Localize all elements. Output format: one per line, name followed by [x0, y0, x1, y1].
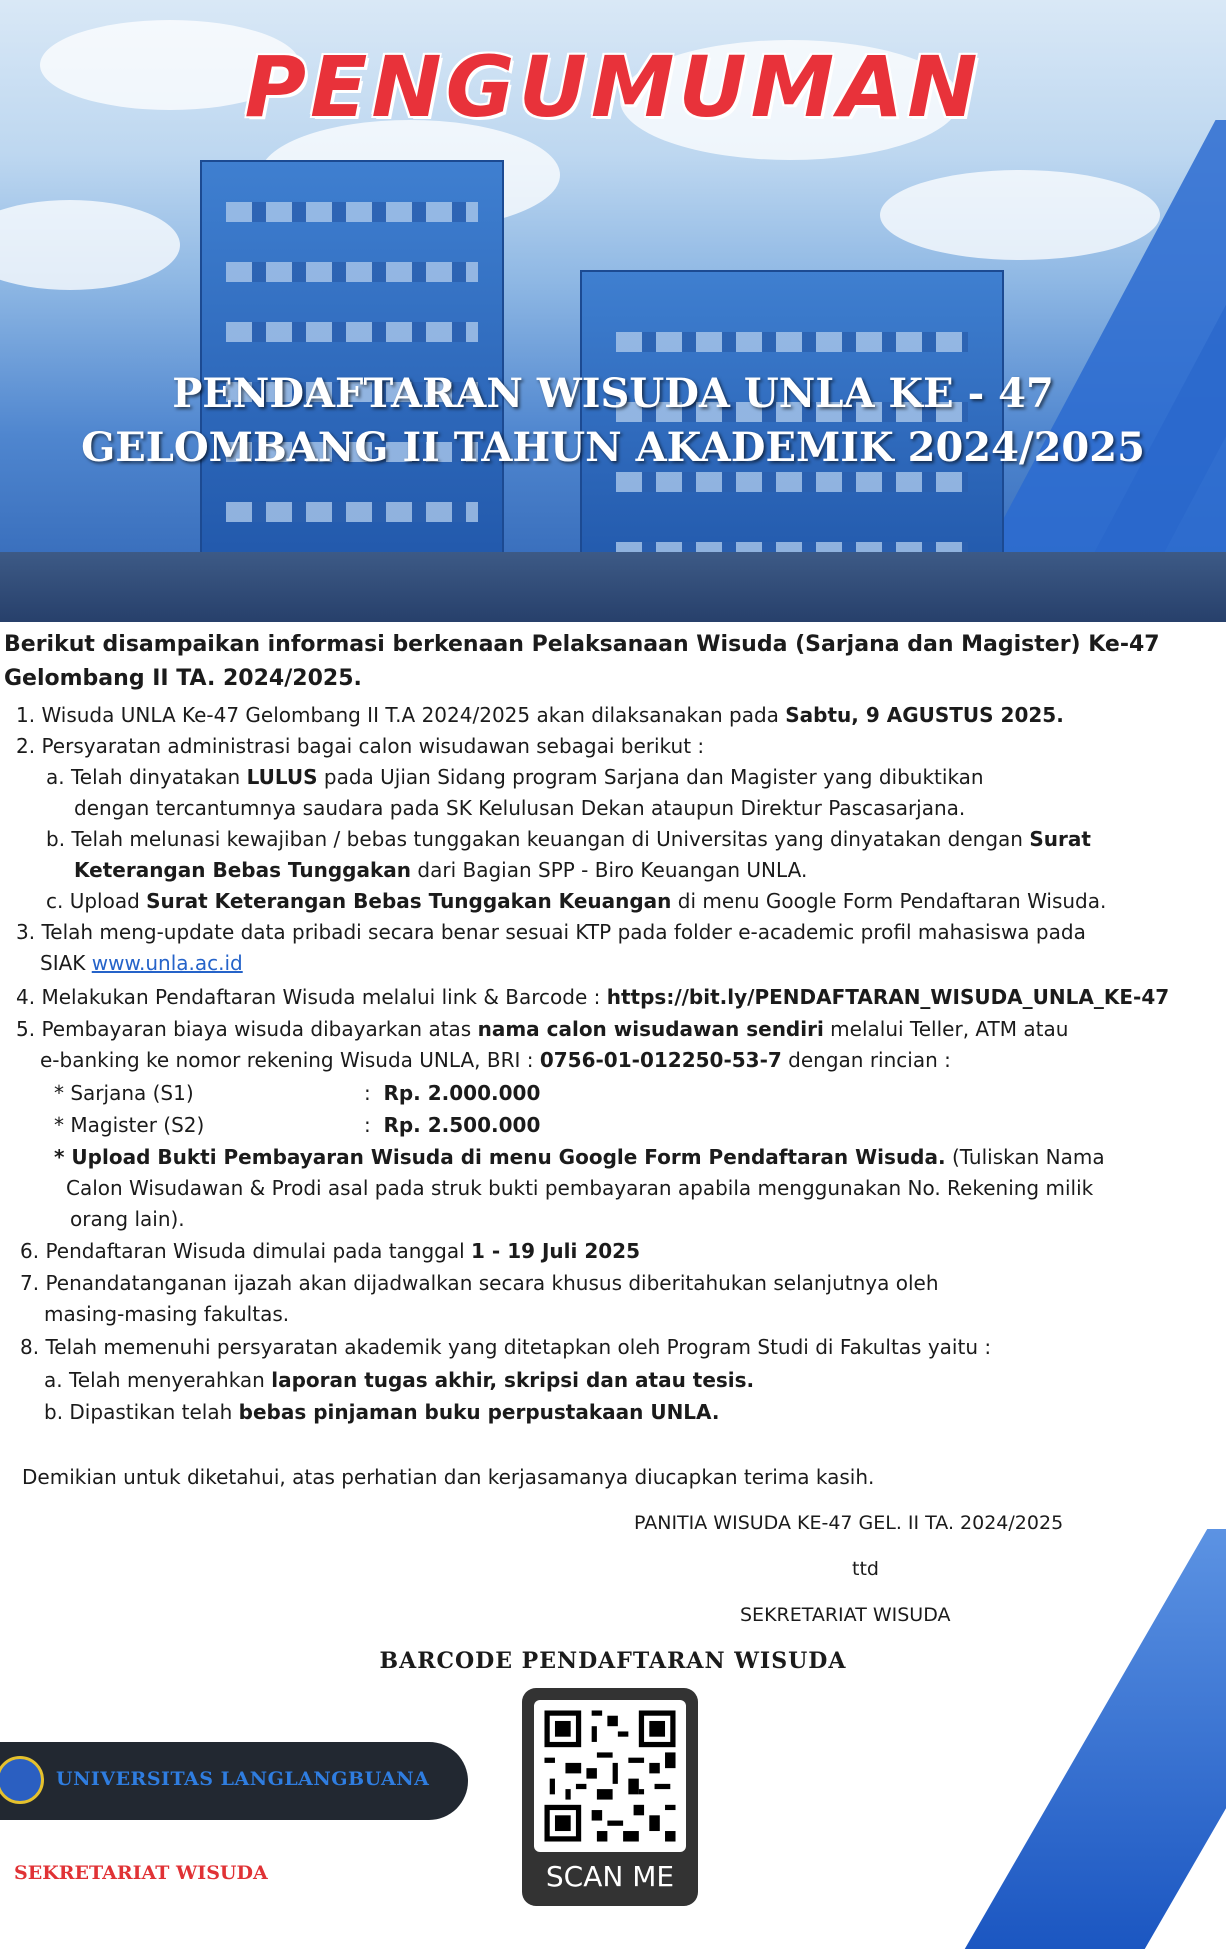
- subtitle-line-2: GELOMBANG II TAHUN AKADEMIK 2024/2025: [81, 424, 1145, 471]
- list-item: 3. Telah meng-update data pribadi secara benar sesuai KTP pada folder e-academic profil mahasiswa pada: [16, 920, 1086, 944]
- list-item: 1. Wisuda UNLA Ke-47 Gelombang II T.A 2024/2025 akan dilaksanakan pada Sabtu, 9 AGUSTUS 2025.: [16, 703, 1064, 727]
- subtitle-line-1: PENDAFTARAN WISUDA UNLA KE - 47: [172, 370, 1054, 417]
- scan-me-label: SCAN ME: [545, 1860, 675, 1893]
- list-item: 6. Pendaftaran Wisuda dimulai pada tanggal 1 - 19 Juli 2025: [20, 1239, 641, 1263]
- siak-link[interactable]: www.unla.ac.id: [91, 951, 243, 975]
- qr-code-icon[interactable]: [534, 1700, 686, 1852]
- list-item: dengan tercantumnya saudara pada SK Kelulusan Dekan ataupun Direktur Pascasarjana.: [74, 796, 966, 820]
- university-logo-icon: [0, 1756, 44, 1804]
- lead-paragraph: Berikut disampaikan informasi berkenaan Pelaksanaan Wisuda (Sarjana dan Magister) Ke-47 Gelombang II TA. 2024/2025.: [4, 632, 1160, 691]
- list-item: orang lain).: [70, 1207, 185, 1231]
- list-item: Keterangan Bebas Tunggakan dari Bagian SPP - Biro Keuangan UNLA.: [74, 858, 808, 882]
- footer-secretariat: SEKRETARIAT WISUDA: [14, 1862, 268, 1884]
- list-item: masing-masing fakultas.: [44, 1302, 290, 1326]
- qr-code-card[interactable]: [522, 1688, 698, 1906]
- list-item: a. Telah menyerahkan laporan tugas akhir, skripsi dan atau tesis.: [44, 1368, 755, 1392]
- list-item: b. Telah melunasi kewajiban / bebas tunggakan keuangan di Universitas yang dinyatakan dengan Surat: [46, 827, 1091, 851]
- announcement-title: PENGUMUMAN: [244, 38, 982, 136]
- list-item: e-banking ke nomor rekening Wisuda UNLA, BRI : 0756-01-012250-53-7 dengan rincian :: [40, 1048, 951, 1072]
- list-item: b. Dipastikan telah bebas pinjaman buku perpustakaan UNLA.: [44, 1400, 720, 1424]
- university-name: UNIVERSITAS LANGLANGBUANA: [56, 1768, 430, 1790]
- fee-row-s1: * Sarjana (S1) : Rp. 2.000.000: [54, 1081, 541, 1105]
- secretariat-name: SEKRETARIAT WISUDA: [740, 1604, 951, 1626]
- list-item: SIAK www.unla.ac.id: [40, 951, 243, 975]
- fee-row-s2: * Magister (S2) : Rp. 2.500.000: [54, 1113, 541, 1137]
- decorative-stripe: [965, 1529, 1226, 1949]
- list-item: 5. Pembayaran biaya wisuda dibayarkan atas nama calon wisudawan sendiri melalui Teller, ATM atau: [16, 1017, 1069, 1041]
- signature-ttd: ttd: [852, 1558, 879, 1580]
- list-item: * Upload Bukti Pembayaran Wisuda di menu Google Form Pendaftaran Wisuda. (Tuliskan Nama: [54, 1145, 1105, 1169]
- list-item: 2. Persyaratan administrasi bagai calon wisudawan sebagai berikut :: [16, 734, 705, 758]
- list-item: 4. Melakukan Pendaftaran Wisuda melalui link & Barcode : https://bit.ly/PENDAFTARAN_WISUDA_UNLA_KE-47: [16, 985, 1170, 1009]
- list-item: 7. Penandatanganan ijazah akan dijadwalkan secara khusus diberitahukan selanjutnya oleh: [20, 1271, 939, 1295]
- university-banner: [0, 1742, 468, 1820]
- committee-name: PANITIA WISUDA KE-47 GEL. II TA. 2024/2025: [634, 1512, 1064, 1534]
- list-item: 8. Telah memenuhi persyaratan akademik yang ditetapkan oleh Program Studi di Fakultas yaitu :: [20, 1335, 992, 1359]
- list-item: c. Upload Surat Keterangan Bebas Tunggakan Keuangan di menu Google Form Pendaftaran Wisuda.: [46, 889, 1107, 913]
- registration-link[interactable]: https://bit.ly/PENDAFTARAN_WISUDA_UNLA_KE-47: [606, 985, 1170, 1009]
- closing-text: Demikian untuk diketahui, atas perhatian dan kerjasamanya diucapkan terima kasih.: [22, 1465, 875, 1489]
- list-item: Calon Wisudawan & Prodi asal pada struk bukti pembayaran apabila menggunakan No. Rekening milik: [66, 1176, 1094, 1200]
- list-item: a. Telah dinyatakan LULUS pada Ujian Sidang program Sarjana dan Magister yang dibuktikan: [46, 765, 984, 789]
- barcode-title: BARCODE PENDAFTARAN WISUDA: [379, 1648, 847, 1674]
